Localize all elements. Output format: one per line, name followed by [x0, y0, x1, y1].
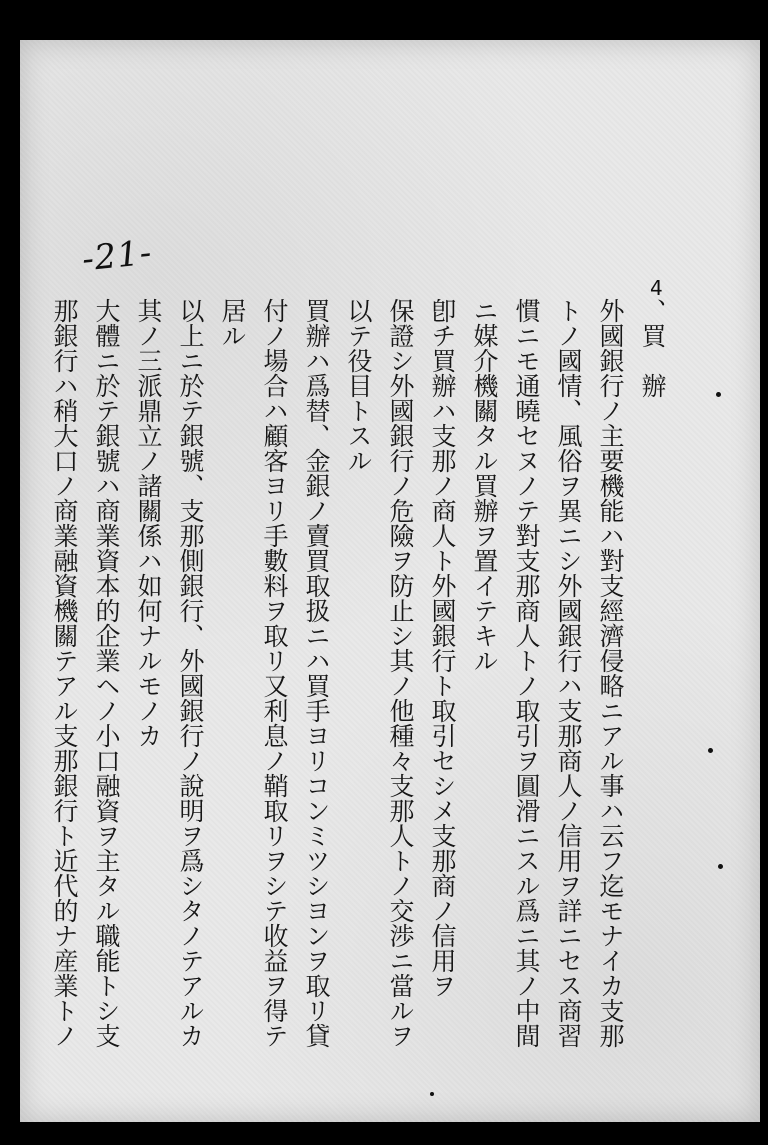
text-column: 那銀行ハ稍大口ノ商業融資機關テアル支那銀行ト近代的ナ産業トノ: [50, 298, 79, 1048]
scan-speck: [716, 392, 721, 397]
text-column: ニ媒介機關タル買辦ヲ置イテキル: [470, 298, 499, 673]
text-column: 以テ役目トスル: [344, 298, 373, 473]
text-column: 其ノ三派鼎立ノ諸關係ハ如何ナルモノカ: [134, 298, 163, 748]
text-column: 以上ニ於テ銀號、支那側銀行、外國銀行ノ說明ヲ爲シタノテアルカ: [176, 298, 205, 1048]
text-column: 卽チ買辦ハ支那ノ商人ト外國銀行ト取引セシメ支那商ノ信用ヲ: [428, 298, 457, 998]
scan-speck: [430, 1092, 434, 1096]
text-column: 外國銀行ノ主要機能ハ對支經濟侵略ニアル事ハ云フ迄モナイカ支那: [596, 298, 625, 1048]
scan-speck: [718, 864, 723, 869]
text-column: 居ル: [218, 298, 247, 348]
text-column: 大體ニ於テ銀號ハ商業資本的企業ヘノ小口融資ヲ主タル職能トシ支: [92, 298, 121, 1048]
page-number: -21-: [80, 232, 155, 280]
text-column: 慣ニモ通曉セヌノテ對支那商人トノ取引ヲ圓滑ニスル爲ニ其ノ中間: [512, 298, 541, 1048]
scan-speck: [708, 748, 713, 753]
section-number: 4: [650, 276, 663, 300]
document-page: [20, 40, 760, 1122]
text-column: 買辦ハ爲替、金銀ノ賣買取扱ニハ買手ヨリコンミツシヨンヲ取リ貸: [302, 298, 331, 1048]
section-heading: 、買 辦: [638, 298, 667, 398]
text-column: トノ國情、風俗ヲ異ニシ外國銀行ハ支那商人ノ信用ヲ詳ニセス商習: [554, 298, 583, 1048]
text-column: 保證シ外國銀行ノ危險ヲ防止シ其ノ他種々支那人トノ交渉ニ當ルヲ: [386, 298, 415, 1048]
text-column: 付ノ場合ハ顧客ヨリ手數料ヲ取リ又利息ノ鞘取リヲシテ收益ヲ得テ: [260, 298, 289, 1048]
